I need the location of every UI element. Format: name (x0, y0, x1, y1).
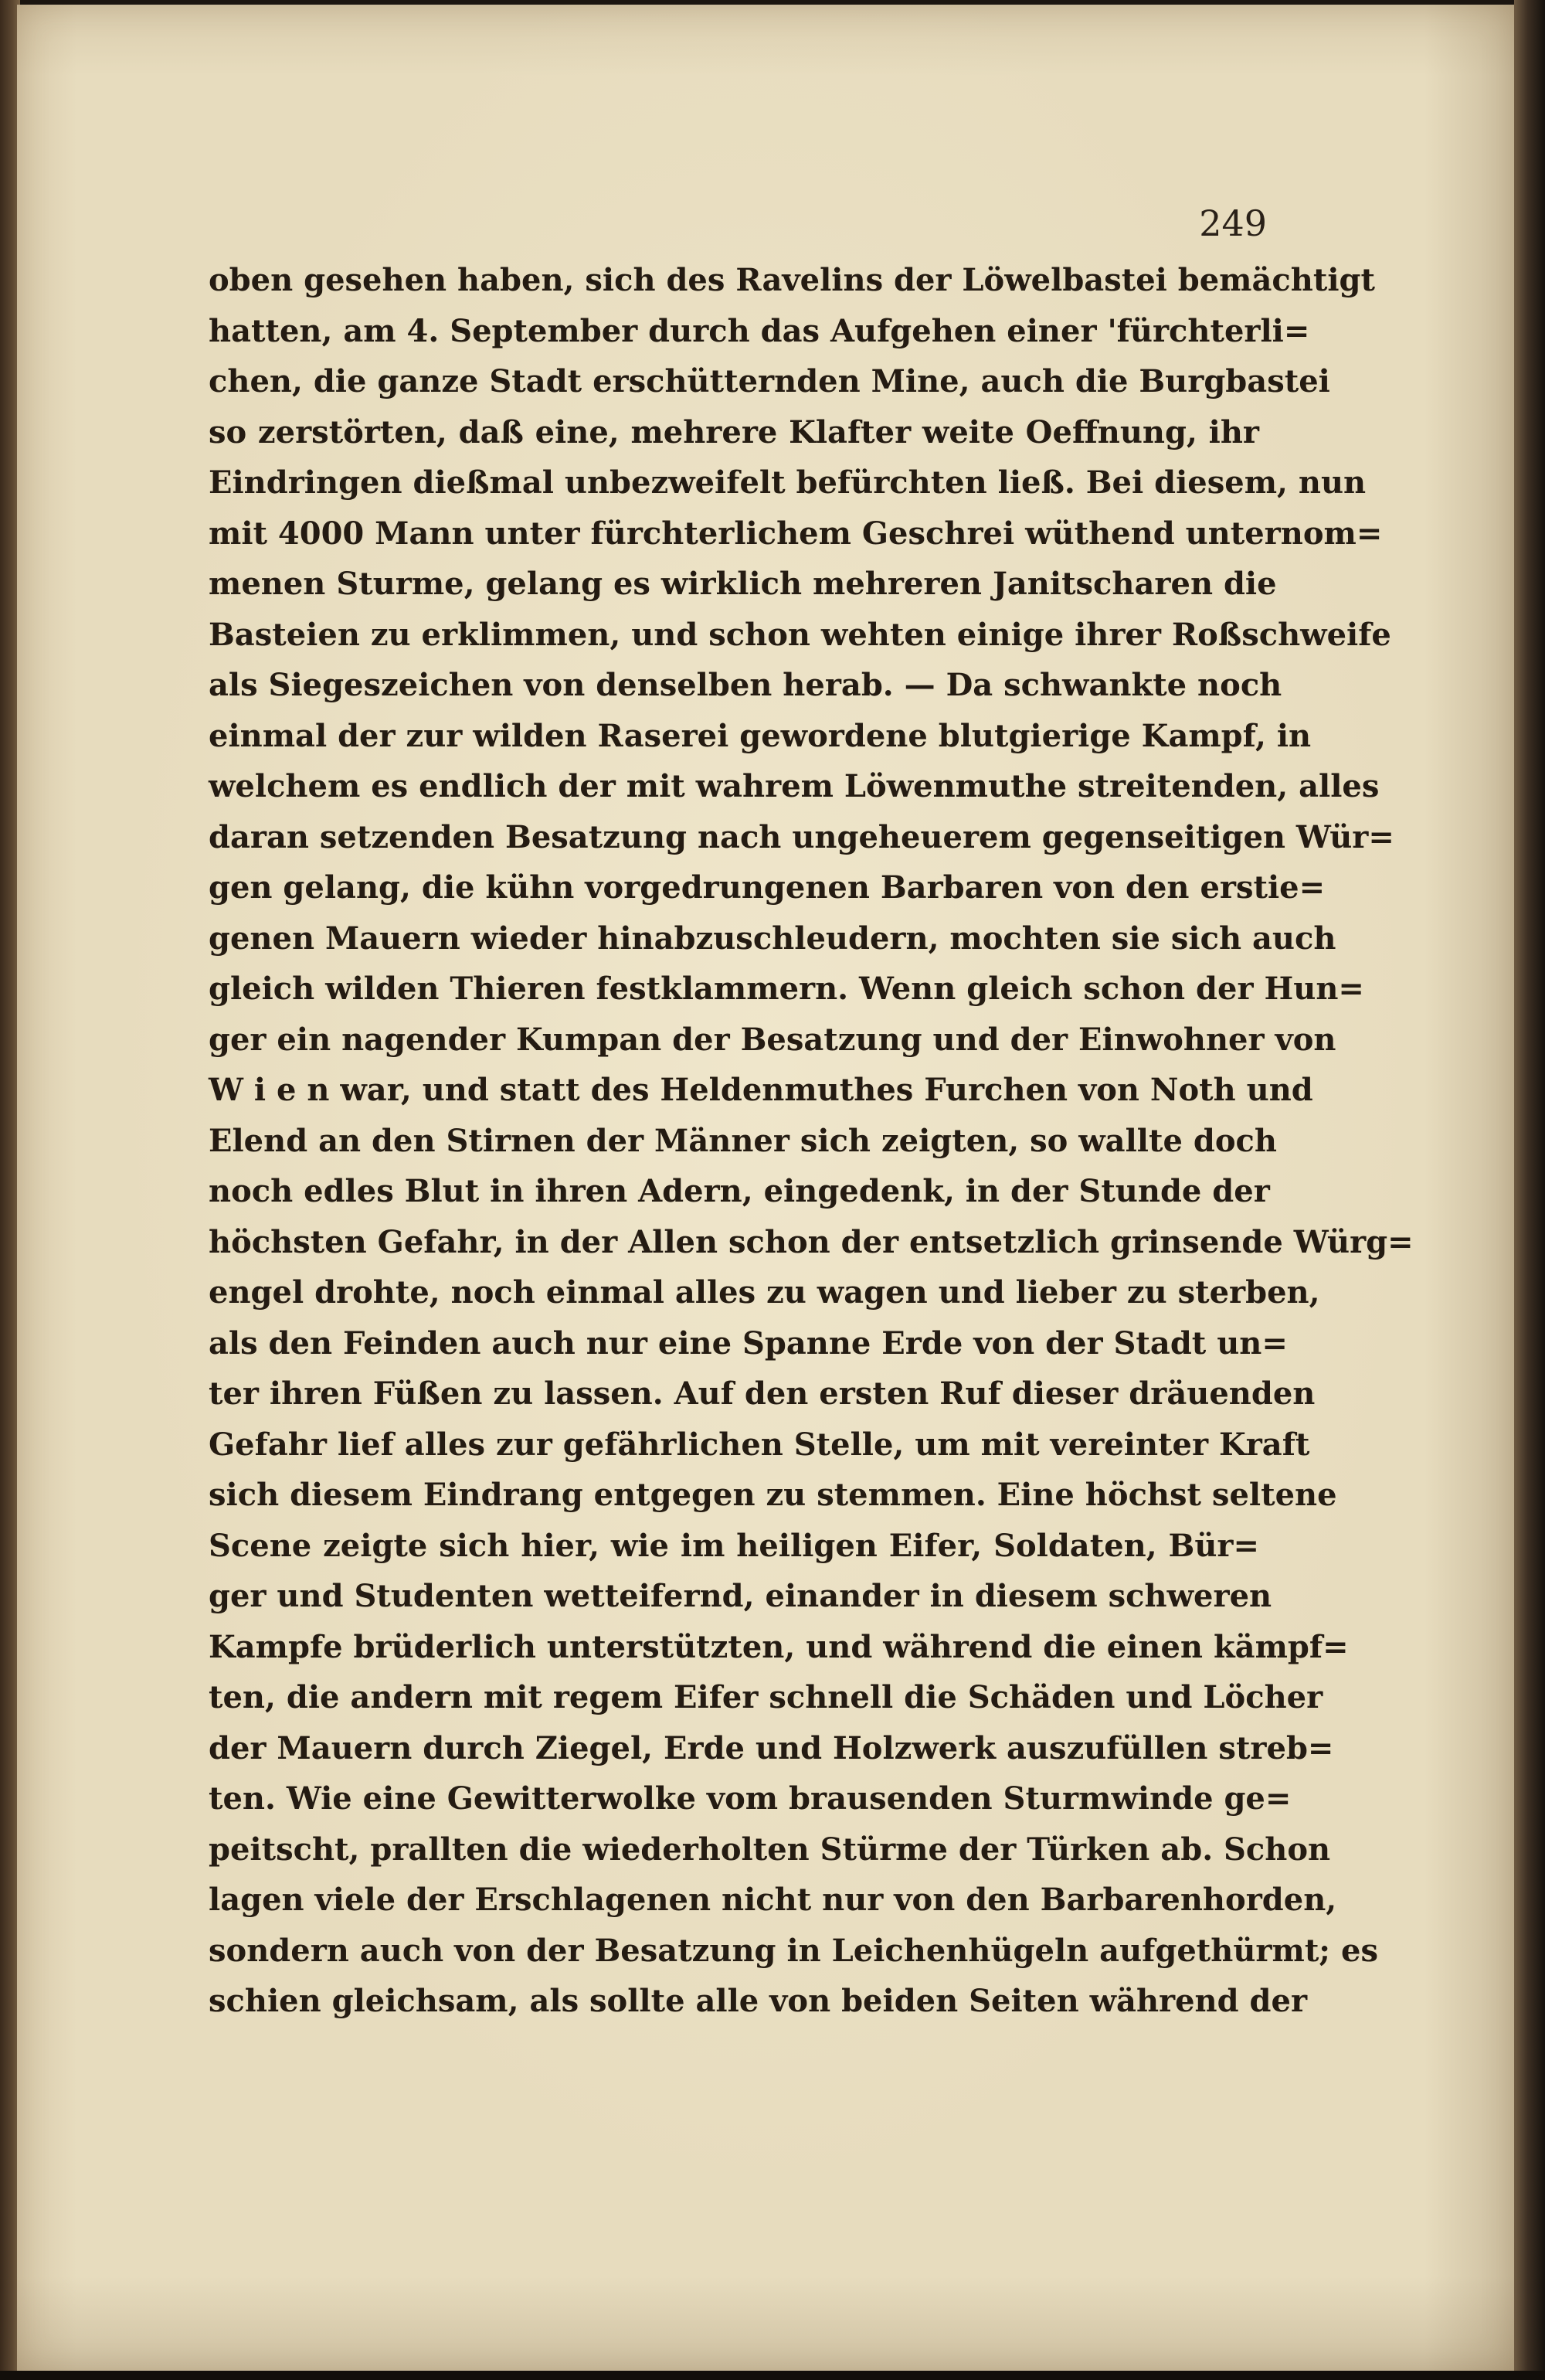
text-line: so zerstörten, daß eine, mehrere Klafter weite Oeffnung, ihr (209, 413, 1259, 450)
text-line: ger und Studenten wetteifernd, einander in diesem schweren (209, 1578, 1272, 1614)
text-line: daran setzenden Besatzung nach ungeheuerem gegenseitigen Wür= (209, 818, 1394, 855)
text-line: Basteien zu erklimmen, und schon wehten einige ihrer Roßschweife (209, 616, 1391, 653)
text-line: genen Mauern wieder hinabzuschleudern, mochten sie sich auch (209, 920, 1336, 957)
text-line: Scene zeigte sich hier, wie im heiligen Eifer, Soldaten, Bür= (209, 1527, 1259, 1564)
text-line: hatten, am 4. September durch das Aufgehen einer 'fürchterli= (209, 312, 1310, 349)
text-line: Eindringen dießmal unbezweifelt befürchten ließ. Bei diesem, nun (209, 464, 1367, 501)
text-line: Gefahr lief alles zur gefährlichen Stelle, um mit vereinter Kraft (209, 1426, 1310, 1463)
text-line: ten. Wie eine Gewitterwolke vom brausenden Sturmwinde ge= (209, 1780, 1292, 1817)
text-line: peitscht, prallten die wiederholten Stürme der Türken ab. Schon (209, 1831, 1331, 1868)
scan-bottom-edge (0, 2371, 1545, 2380)
text-line: als den Feinden auch nur eine Spanne Erde von der Stadt un= (209, 1324, 1288, 1362)
page-number: 249 (1199, 202, 1267, 244)
text-line: lagen viele der Erschlagenen nicht nur von den Barbarenhorden, (209, 1882, 1337, 1918)
text-line: Kampfe brüderlich unterstützten, und während die einen kämpf= (209, 1628, 1349, 1665)
text-line: mit 4000 Mann unter fürchterlichem Geschrei wüthend unternom= (209, 515, 1383, 552)
text-line: oben gesehen haben, sich des Ravelins der Löwelbastei bemächtigt (209, 262, 1375, 298)
text-line: sondern auch von der Besatzung in Leichenhügeln aufgethürmt; es (209, 1932, 1378, 1969)
page-edge-shadow (1514, 0, 1545, 2380)
text-line: ten, die andern mit regem Eifer schnell die Schäden und Löcher (209, 1679, 1323, 1715)
text-line: ter ihren Füßen zu lassen. Auf den ersten Ruf dieser dräuenden (209, 1375, 1316, 1412)
text-line: gleich wilden Thieren festklammern. Wenn gleich schon der Hun= (209, 971, 1364, 1007)
text-line: welchem es endlich der mit wahrem Löwenmuthe streitenden, alles (209, 768, 1380, 804)
text-line: ger ein nagender Kumpan der Besatzung und der Einwohner von (209, 1021, 1336, 1058)
body-text (209, 255, 1414, 2027)
text-line: noch edles Blut in ihren Adern, eingedenk, in der Stunde der (209, 1173, 1270, 1209)
text-line: höchsten Gefahr, in der Allen schon der entsetzlich grinsende Würg= (209, 1223, 1414, 1260)
text-line: W i e n war, und statt des Heldenmuthes Furchen von Noth und (209, 1072, 1313, 1108)
text-line: Elend an den Stirnen der Männer sich zeigten, so wallte doch (209, 1122, 1277, 1159)
text-line: chen, die ganze Stadt erschütternden Mine, auch die Burgbastei (209, 363, 1330, 400)
text-line: gen gelang, die kühn vorgedrungenen Barbaren von den erstie= (209, 869, 1326, 906)
text-line: einmal der zur wilden Raserei gewordene blutgierige Kampf, in (209, 717, 1312, 754)
text-line: als Siegeszeichen von denselben herab. — Da schwankte noch (209, 667, 1282, 703)
text-line: menen Sturme, gelang es wirklich mehreren Janitscharen die (209, 566, 1277, 602)
text-line: engel drohte, noch einmal alles zu wagen und lieber zu sterben, (209, 1274, 1320, 1311)
text-line: sich diesem Eindrang entgegen zu stemmen. Eine höchst seltene (209, 1477, 1337, 1513)
text-line: schien gleichsam, als sollte alle von beiden Seiten während der (209, 1983, 1308, 2019)
text-line: der Mauern durch Ziegel, Erde und Holzwerk auszufüllen streb= (209, 1729, 1334, 1766)
